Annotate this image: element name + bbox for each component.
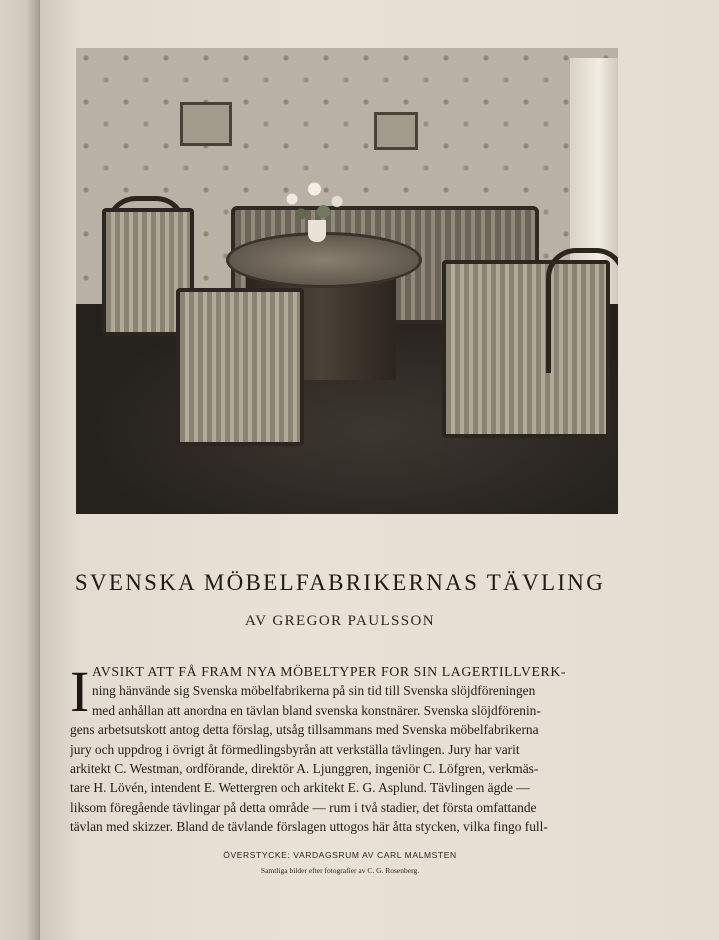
photo-credit: Samtliga bilder efter fotografier av C. G. Rosenberg. (260, 866, 420, 875)
body-line: tare H. Lövén, intendent E. Wettergren och arkitekt E. G. Asplund. Tävlingen ägde — (70, 780, 530, 796)
wall-picture-frame (374, 112, 418, 150)
chair (176, 288, 304, 446)
flower-bouquet (274, 174, 364, 224)
body-line: tävlan med skizzer. Bland de tävlande förslagen uttogos här åtta stycken, vilka fingo full- (70, 819, 548, 835)
body-line: AVSIKT ATT FÅ FRAM NYA MÖBELTYPER FOR SIN LAGERTILLVERK- (92, 664, 567, 679)
body-line: med anhållan att anordna en tävlan bland svenska konstnärer. Svenska slöjdförenin- (92, 702, 541, 718)
oval-table-top (226, 232, 422, 288)
article-author: AV GREGOR PAULSSON (245, 613, 435, 629)
body-line: arkitekt C. Westman, ordförande, direktör A. Ljunggren, ingeniör C. Löfgren, verkmäs- (70, 761, 539, 777)
wall-picture-frame (180, 102, 232, 146)
photo-caption: ÖVERSTYCKE: VARDAGSRUM AV CARL MALMSTEN (223, 850, 457, 860)
vase (308, 220, 326, 242)
body-line: gens arbetsutskott antog detta förslag, utsåg tillsammans med Svenska möbelfabrikerna (70, 722, 539, 738)
book-page (40, 0, 719, 940)
body-line: jury och uppdrog i övrigt åt förmedlingsbyrån att verkställa tävlingen. Jury har varit (70, 741, 520, 757)
drop-cap: I (70, 659, 90, 724)
book-spine (0, 0, 44, 940)
armchair-back (546, 248, 618, 373)
body-line: liksom föregående tävlingar på detta område — rum i två stadier, det första omfattande (70, 799, 537, 815)
body-line: ning hänvände sig Svenska möbelfabrikerna på sin tid till Svenska slöjdföreningen (92, 683, 536, 699)
article-body (70, 659, 650, 837)
living-room-photo (76, 48, 618, 514)
article-title: SVENSKA MÖBELFABRIKERNAS TÄVLING (74, 570, 606, 595)
